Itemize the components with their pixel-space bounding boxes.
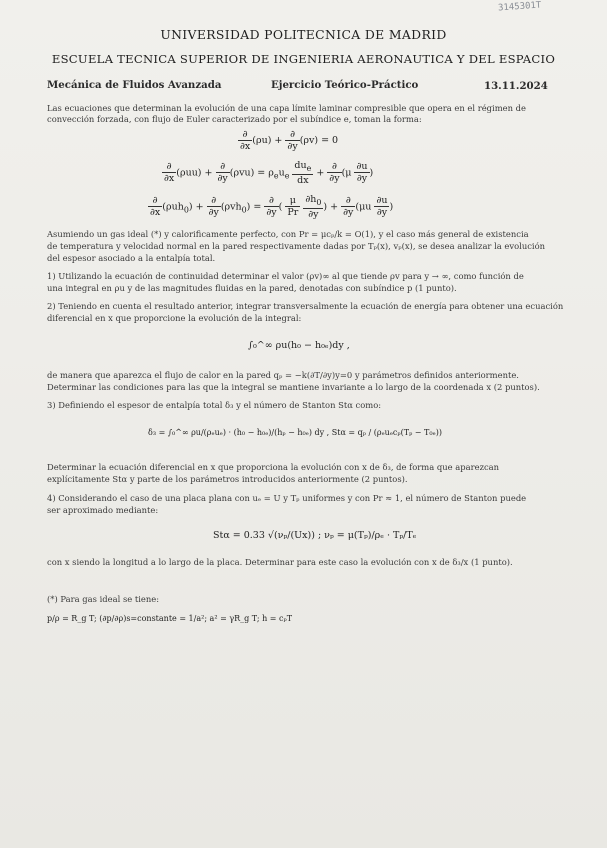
assumption-line-2: de temperatura y velocidad normal en la pared respectivamente dadas por Tₚ(x), vₚ(x), se desea analizar la evolución xyxy=(47,241,546,251)
enthalpy-integral: ∫₀^∞ ρu(h₀ − h₀ₑ)dy , xyxy=(248,340,350,351)
exam-date: 13.11.2024 xyxy=(484,80,548,92)
school-title: ESCUELA TECNICA SUPERIOR DE INGENIERIA AERONAUTICA Y DEL ESPACIO xyxy=(51,52,556,66)
ideal-gas-relations: p/ρ = R_g T; (∂p/∂ρ)s=constante = 1/a²; a² = γR_g T; h = cₚT xyxy=(47,614,293,623)
assumption-line-1: Asumiendo un gas ideal (*) y calorificamente perfecto, con Pr = μcₚ/k = O(1), y el caso más general de existencia xyxy=(47,229,529,239)
course-name: Mecánica de Fluidos Avanzada xyxy=(47,79,222,91)
energy-equation: $\frac{\partial}{\partial x}$ (ρuh$_0$) + $\frac{\partial}{\partial y}$ (ρvh$_0$) = $\frac{\partial}{\partial y}$ ( $\frac{\mu}{Pr}$ $\frac{\partial h_0}{\partial y}$ ) + $\frac{\partial}{\partial y}$ (μu $\frac{\partial u}{\partial y}$ ) xyxy=(150,194,394,220)
assumption-line-3: del espesor asociado a la entalpía total. xyxy=(47,253,216,263)
delta3-stanton-definition: δ₃ = ∫₀^∞ ρu/(ρₑuₑ) · (h₀ − h₀ₑ)/(hₚ − h₀ₑ) dy , Stα = qₚ / (ρₑuₑcₚ(Tₚ − T₀ₑ)) xyxy=(148,428,442,437)
question-3-line-1: 3) Definiendo el espesor de entalpía total δ₃ y el número de Stanton Stα como: xyxy=(47,400,382,410)
continuity-equation: $\frac{\partial}{\partial x}$ (ρu) + $\frac{\partial}{\partial y}$ (ρv) = 0 xyxy=(240,129,339,152)
intro-line-2: convección forzada, con flujo de Euler caracterizado por el subíndice e, toman la forma: xyxy=(47,114,422,124)
eq1-text xyxy=(0,0,1,1)
question-2-line-2: diferencial en x que proporcione la evolución de la integral: xyxy=(47,313,302,323)
exam-type: Ejercicio Teórico-Práctico xyxy=(271,79,419,91)
question-4-line-3: con x siendo la longitud a lo largo de la placa. Determinar para este caso la evolución con x de δ₃/x (1 punto). xyxy=(47,557,513,567)
question-2-line-3: de manera que aparezca el flujo de calor en la pared qₚ = −k(∂T/∂y)y=0 y parámetros definidos anteriormente. xyxy=(47,370,519,380)
question-3-line-2: Determinar la ecuación diferencial en x que proporciona la evolución con x de δ₃, de forma que aparezcan xyxy=(47,462,500,472)
momentum-equation: $\frac{\partial}{\partial x}$ (ρuu) + $\frac{\partial}{\partial y}$ $(\rho vu) = \rho_eu_e$ $\frac{du_e}{dx}$ + $\frac{\partial}{\partial y}$ (μ $\frac{\partial u}{\partial y}$ ) xyxy=(164,160,374,186)
stanton-approximation: Stα = 0.33 √(νₚ/(Ux)) ; νₚ = μ(Tₚ)/ρₑ · Tₚ/Tₑ xyxy=(213,530,417,541)
intro-line-1: Las ecuaciones que determinan la evolución de una capa límite laminar compresible que opera en el régimen de xyxy=(47,103,526,113)
question-1-line-1: 1) Utilizando la ecuación de continuidad determinar el valor (ρv)∞ al que tiende ρv para y → ∞, como función de xyxy=(47,271,524,281)
ideal-gas-note-heading: (*) Para gas ideal se tiene: xyxy=(47,594,160,604)
question-2-line-1: 2) Teniendo en cuenta el resultado anterior, integrar transversalmente la ecuación de energía para obtener una ecuación xyxy=(47,301,564,311)
corner-note: 3145301T xyxy=(497,0,542,14)
question-4-line-1: 4) Considerando el caso de una placa plana con uₑ = U y Tₚ uniformes y con Pr ≈ 1, el número de Stanton puede xyxy=(47,493,527,503)
question-2-line-4: Determinar las condiciones para las que la integral se mantiene invariante a lo largo de la coordenada x (2 puntos). xyxy=(47,382,540,392)
question-3-line-3: explícitamente Stα y parte de los parámetros introducidos anteriormente (2 puntos). xyxy=(47,474,408,484)
question-4-line-2: ser aproximado mediante: xyxy=(47,505,159,515)
university-title: UNIVERSIDAD POLITECNICA DE MADRID xyxy=(160,27,447,42)
question-1-line-2: una integral en ρu y de las magnitudes fluidas en la pared, denotadas con subíndice p (1 punto). xyxy=(47,283,457,293)
